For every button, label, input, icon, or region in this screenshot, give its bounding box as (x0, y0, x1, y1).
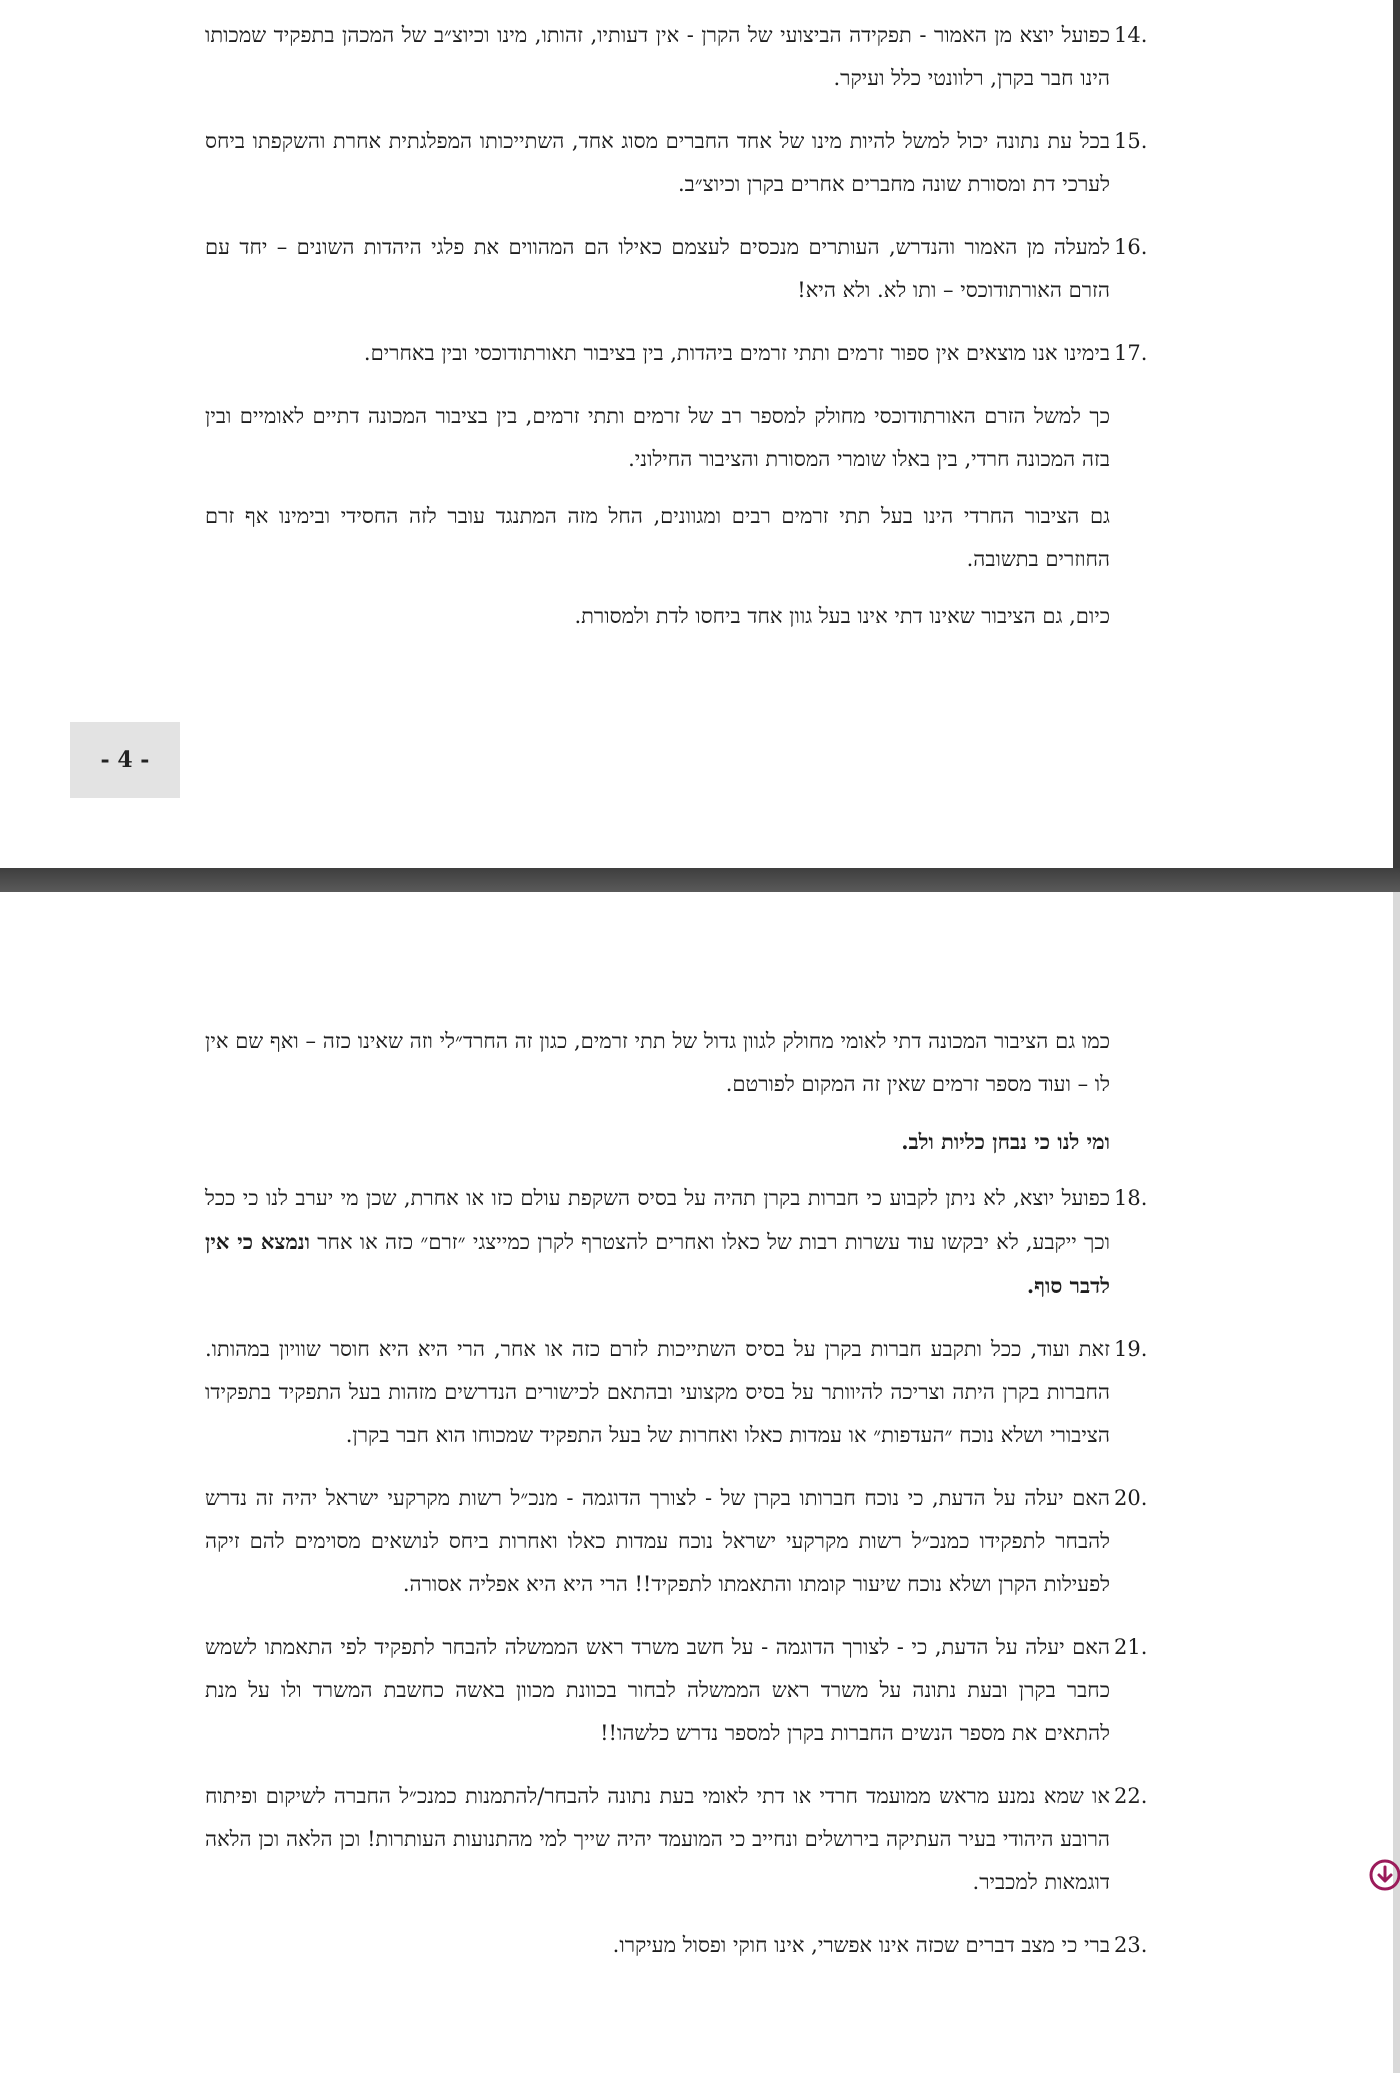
paragraph-text: האם יעלה על הדעת, כי נוכח חברותו בקרן של - לצורך הדוגמה - מנכ״ל רשות מקרקעי ישראל יהיה זה נדרש להבחר לתפקידו כמנכ״ל רשות מקרקעי ישראל נוכח עמדות כאלו ואחרות ביחס לנושאים מסוימים להם זיקה לפעילות הקרן ושלא נוכח שיעור קומתו והתאמתו לתפקיד!! הרי היא היא אפליה אסורה. (205, 1486, 1110, 1596)
paragraph-bold-tail: ונמצא כי אין לדבר סוף. (205, 1229, 1110, 1298)
paragraph-number: 19. (1114, 1337, 1148, 1361)
paragraph-number: 22. (1114, 1784, 1148, 1808)
numbered-paragraph-14 (205, 14, 1148, 100)
paragraph-text: או שמא נמנע מראש ממועמד חרדי או דתי לאומי בעת נתונה להבחר/להתמנות כמנכ״ל החברה לשיקום ופיתוח הרובע היהודי בעיר העתיקה בירושלים ונחייב כי המועמד יהיה שייך למי מהתנועות העותרות! וכן הלאה וכן הלאה דוגמאות למכביר. (205, 1784, 1110, 1894)
page-separator (0, 868, 1400, 892)
numbered-paragraph-16 (205, 226, 1148, 312)
paragraph-number: 21. (1114, 1635, 1148, 1659)
paragraph-text: כפועל יוצא מן האמור - תפקידה הביצועי של הקרן - אין דעותיו, זהותו, מינו וכיוצ״ב של המכהן בתפקיד שמכותו הינו חבר בקרן, רלוונטי כלל ועיקר. (205, 23, 1110, 90)
circle-arrow-down-icon[interactable] (1368, 1858, 1400, 1892)
paragraph-number: 18. (1114, 1186, 1148, 1210)
numbered-paragraph-15 (205, 120, 1148, 206)
bold-statement: ומי לנו כי נבחן כליות ולב. (901, 1129, 1110, 1154)
intro-paragraph: כמו גם הציבור המכונה דתי לאומי מחולק לגוון גדול של תתי זרמים, כגון זה החרד״לי וזה שאינו כזה – ואף שם אין לו – ועוד מספר זרמים שאין זה המקום לפורטם. (205, 1029, 1110, 1096)
paragraph-number: 15. (1114, 129, 1148, 153)
paragraph-text: כפועל יוצא, לא ניתן לקבוע כי חברות בקרן תהיה על בסיס השקפת עולם כזו או אחרת, שכן מי יערב לנו כי ככל וכך ייקבע, לא יבקשו עוד עשרות רבות של כאלו ואחרים להצטרף לקרן כמייצגי ״זרם״ כזה או אחר (205, 1186, 1110, 1254)
paragraph-number: 17. (1114, 341, 1148, 365)
page-text-bottom (205, 1020, 1148, 1987)
sub-paragraph: כך למשל הזרם האורתודוכסי מחולק למספר רב של זרמים ותתי זרמים, בין בציבור המכונה דתיים לאומיים ובין בזה המכונה חרדי, בין באלו שומרי המסורת והציבור החילוני. (205, 404, 1110, 471)
numbered-paragraph-22 (205, 1775, 1148, 1904)
paragraph-text: זאת ועוד, ככל ותקבע חברות בקרן על בסיס השתייכות לזרם כזה או אחר, הרי היא היא חוסר שוויון במהותו. החברות בקרן היתה וצריכה להיוותר על בסיס מקצועי ובהתאם לכישורים הנדרשים מזהות בעל התפקיד בתפקידו הציבורי ושלא נוכח ״העדפות״ או עמדות כאלו ואחרות של בעל התפקיד שמכוחו הוא חבר בקרן. (205, 1337, 1110, 1447)
paragraph-text: בימינו אנו מוצאים אין ספור זרמים ותתי זרמים ביהדות, בין בציבור תאורתודוכסי ובין באחרים. (363, 341, 1110, 365)
numbered-paragraph-19 (205, 1328, 1148, 1457)
page-text-top (205, 14, 1148, 652)
numbered-paragraph-17 (205, 332, 1148, 375)
paragraph-text: ברי כי מצב דברים שכזה אינו אפשרי, אינו חוקי ופסול מעיקרו. (612, 1933, 1110, 1957)
paragraph-number: 23. (1114, 1933, 1148, 1957)
document-page-top (0, 0, 1400, 868)
paragraph-number: 20. (1114, 1486, 1148, 1510)
paragraph-number: 16. (1114, 235, 1148, 259)
sub-paragraph: גם הציבור החרדי הינו בעל תתי זרמים רבים ומגוונים, החל מזה המתנגד עובר לזה החסידי ובימינו אף זרם החוזרים בתשובה. (205, 504, 1110, 571)
paragraph-number: 14. (1114, 23, 1148, 47)
scrollbar[interactable] (1393, 892, 1400, 2073)
paragraph-text: בכל עת נתונה יכול למשל להיות מינו של אחד החברים מסוג אחד, השתייכותו המפלגתית אחרת והשקפתו ביחס לערכי דת ומסורת שונה מחברים אחרים בקרן וכיוצ״ב. (205, 129, 1110, 196)
document-page-bottom (0, 892, 1400, 2073)
numbered-paragraph-23 (205, 1924, 1148, 1967)
page-number: - 4 - (70, 722, 180, 798)
paragraph-text: האם יעלה על הדעת, כי - לצורך הדוגמה - על חשב משרד ראש הממשלה להבחר לתפקיד לפי התאמתו לשמש כחבר בקרן ובעת נתונה על משרד ראש הממשלה לבחור בכוונת מכוון באשה כחשבת המשרד ולו על מנת להתאים את מספר הנשים החברות בקרן למספר נדרש כלשהו!! (205, 1635, 1110, 1745)
numbered-paragraph-21 (205, 1626, 1148, 1755)
sub-paragraph: כיום, גם הציבור שאינו דתי אינו בעל גוון אחד ביחסו לדת ולמסורת. (574, 604, 1110, 628)
numbered-paragraph-20 (205, 1477, 1148, 1606)
numbered-paragraph-18 (205, 1177, 1148, 1308)
paragraph-text: למעלה מן האמור והנדרש, העותרים מנכסים לעצמם כאילו הם המהווים את פלגי היהדות השונים – יחד עם הזרם האורתודוכסי – ותו לא. ולא היא! (205, 235, 1110, 302)
